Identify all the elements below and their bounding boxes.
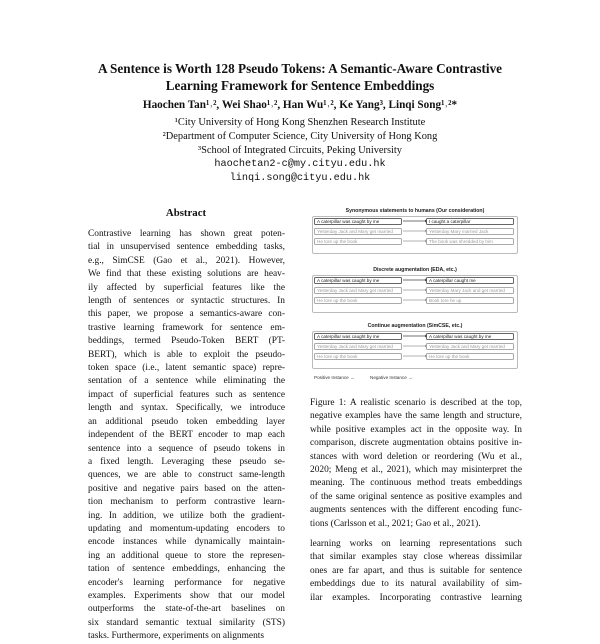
figure-section-title: Continue augmentation (SimCSE, etc.) xyxy=(367,323,463,329)
body-line: learning works on learning representations such xyxy=(310,539,522,549)
abstract-line: BERT), which is able to exploit the pseudo- xyxy=(88,349,285,360)
negative-sentence-box: Yesterday Jack and Mary get married xyxy=(314,343,402,350)
paper-title-line-2: Learning Framework for Sentence Embeddings xyxy=(165,78,435,93)
abstract-body xyxy=(88,228,285,644)
abstract-line: tasks. Furthermore, experiments on alignments xyxy=(88,631,265,642)
figure-connector-arrows xyxy=(400,332,430,362)
abstract-line: outperforms the state-of-the-art baselines on xyxy=(88,604,285,615)
abstract-line: ing. In addition, we utilize both the gradient- xyxy=(88,510,285,521)
abstract-line: Contrastive learning has shown great poten- xyxy=(88,229,285,239)
body-text xyxy=(310,538,522,605)
abstract-line: We find that these existing solutions are heav- xyxy=(88,269,285,280)
abstract-line: encode instances while dynamically maintain- xyxy=(88,537,285,548)
arrow-head xyxy=(425,240,427,243)
figure-section-title: Discrete augmentation (EDA, etc.) xyxy=(373,267,457,273)
arrow-head xyxy=(425,355,427,358)
arrow-head xyxy=(425,279,427,282)
caption-line: while positive examples act in the opposite way. In xyxy=(310,424,522,435)
arrow-head xyxy=(425,230,427,233)
abstract-line: encoder's learning performance for negative xyxy=(88,577,285,588)
abstract-line: token space (i.e., latent semantic space) repre- xyxy=(88,363,285,374)
negative-sentence-box: He tore up the book xyxy=(314,297,402,304)
caption-line: of the same original sentence as positive examples and xyxy=(310,491,522,502)
abstract-line: six standard semantic textual similarity (STS) xyxy=(88,617,285,628)
paper-title xyxy=(40,60,560,94)
arrow-head xyxy=(425,335,427,338)
body-line: embeddings due to its natural availability of sim- xyxy=(310,579,522,590)
caption-line: stances with word deletion or reordering (Wu et al., xyxy=(310,451,522,462)
negative-sentence-box: Yesterday Mary Jack and get married xyxy=(426,287,514,294)
affiliation-2: ²Department of Computer Science, City University of Hong Kong xyxy=(162,131,438,142)
negative-sentence-box: Yesterday Jack and Mary get married xyxy=(426,343,514,350)
affiliation-1: ¹City University of Hong Kong Shenzhen Research Institute xyxy=(174,117,426,128)
body-line: ilar examples. Incorporating contrastive learning xyxy=(310,592,522,603)
abstract-line: length of sentences or syntactic structures. In xyxy=(88,296,285,307)
arrow-head xyxy=(425,299,427,302)
abstract-line: e.g., SimCSE (Gao et al., 2021). However, xyxy=(88,255,285,266)
body-line: ones are far apart, and thus is suitable for sentence xyxy=(310,565,522,576)
affiliation-3: ³School of Integrated Circuits, Peking University xyxy=(198,145,402,156)
abstract-line: updating and momentum-updating encoders to xyxy=(88,523,285,534)
caption-line: meaning. The continuous method treats embeddings xyxy=(310,478,522,489)
positive-sentence-box: A caterpillar was caught by me xyxy=(426,333,514,340)
negative-sentence-box: He tore up the book xyxy=(314,238,402,245)
abstract-line: sentence into a sequence of pseudo tokens in xyxy=(88,443,285,454)
caption-line: tions (Carlsson et al., 2021; Gao et al., 2021). xyxy=(310,518,481,529)
abstract-line: tial in unsupervised sentence embedding tasks, xyxy=(88,242,285,253)
negative-sentence-box: He tore up the book xyxy=(426,353,514,360)
figure-1 xyxy=(310,206,520,386)
abstract-line: ily affected by superficial features like the xyxy=(88,282,285,293)
positive-sentence-box: A caterpillar caught me xyxy=(426,277,514,284)
anchor-sentence-box: A caterpillar was caught by me xyxy=(314,277,402,284)
legend-positive-label: Positive Instance xyxy=(314,375,349,380)
abstract-line: ing an additional queue to store the represen- xyxy=(88,550,285,561)
abstract-line: a fixed length. Leveraging these pseudo se- xyxy=(88,456,285,467)
caption-line: negative examples have the same length and structure, xyxy=(310,411,522,422)
caption-line: Figure 1: A realistic scenario is described at the top, xyxy=(310,398,522,408)
negative-sentence-box: The book was shredded by him xyxy=(426,238,514,245)
negative-sentence-box: Book tore he up xyxy=(426,297,514,304)
abstract-line: independent of the BERT encoder to map each xyxy=(88,430,285,441)
figure-connector-arrows xyxy=(400,276,430,306)
email-1: haochetan2-c@my.cityu.edu.hk xyxy=(214,159,386,170)
anchor-sentence-box: A caterpillar was caught by me xyxy=(314,218,402,225)
abstract-line: tion mechanism to perform contrastive learn- xyxy=(88,497,285,508)
abstract-line: tation of sentence embeddings, enhancing the xyxy=(88,564,285,575)
caption-line: augments sentences with the different encoding func- xyxy=(310,505,522,516)
paper-title-line-1: A Sentence is Worth 128 Pseudo Tokens: A Semantic-Aware Contrastive xyxy=(97,61,503,76)
abstract-line: trastive learning framework for sentence em- xyxy=(88,322,285,333)
abstract-line: sentation of a sentence while eliminating the xyxy=(88,376,285,387)
caption-line: 2020; Meng et al., 2021), which may misinterpret the xyxy=(310,465,522,476)
legend-negative-label: Negative Instance xyxy=(370,375,407,380)
figure-caption xyxy=(310,397,522,531)
abstract-heading: Abstract xyxy=(165,207,207,219)
abstract-line: this paper, we propose a semantics-aware con- xyxy=(88,309,285,320)
negative-sentence-box: Yesterday Jack and Mary get married xyxy=(314,287,402,294)
abstract-line: length and syntax. Specifically, we introduce xyxy=(88,403,285,414)
abstract-line: positive and negative pairs based on the atten- xyxy=(88,483,285,494)
figure-connector-arrows xyxy=(400,217,430,247)
abstract-line: quences, we are able to construct same-length xyxy=(88,470,285,481)
negative-sentence-box: Yesterday Mary married Jack xyxy=(426,228,514,235)
body-line: that similar examples stay close whereas dissimilar xyxy=(310,552,522,563)
abstract-line: impact of superficial features such as sentence xyxy=(88,389,285,400)
caption-line: comparison, discrete augmentation obtains positive in- xyxy=(310,438,522,449)
positive-sentence-box: I caught a caterpillar xyxy=(426,218,514,225)
arrow-head xyxy=(425,220,427,223)
negative-sentence-box: Yesterday Jack and Mary get married xyxy=(314,228,402,235)
anchor-sentence-box: A caterpillar was caught by me xyxy=(314,333,402,340)
legend-negative: Negative Instance → xyxy=(370,375,413,380)
arrow-head xyxy=(425,289,427,292)
author-list: Haochen Tan¹˒², Wei Shao¹˒², Han Wu¹˒², Ke Yang³, Linqi Song¹˒²* xyxy=(142,99,458,111)
abstract-line: examples. Experiments show that our model xyxy=(88,590,285,601)
email-2: linqi.song@cityu.edu.hk xyxy=(229,173,371,184)
abstract-line: beddings, termed Pseudo-Token BERT (PT- xyxy=(88,336,285,347)
arrow-head xyxy=(425,345,427,348)
figure-section-title: Synonymous statements to humans (Our consideration) xyxy=(345,208,485,214)
negative-sentence-box: He tore up the book xyxy=(314,353,402,360)
legend-positive: Positive Instance → xyxy=(314,375,355,380)
abstract-line: an additional pseudo token embedding layer xyxy=(88,416,285,427)
